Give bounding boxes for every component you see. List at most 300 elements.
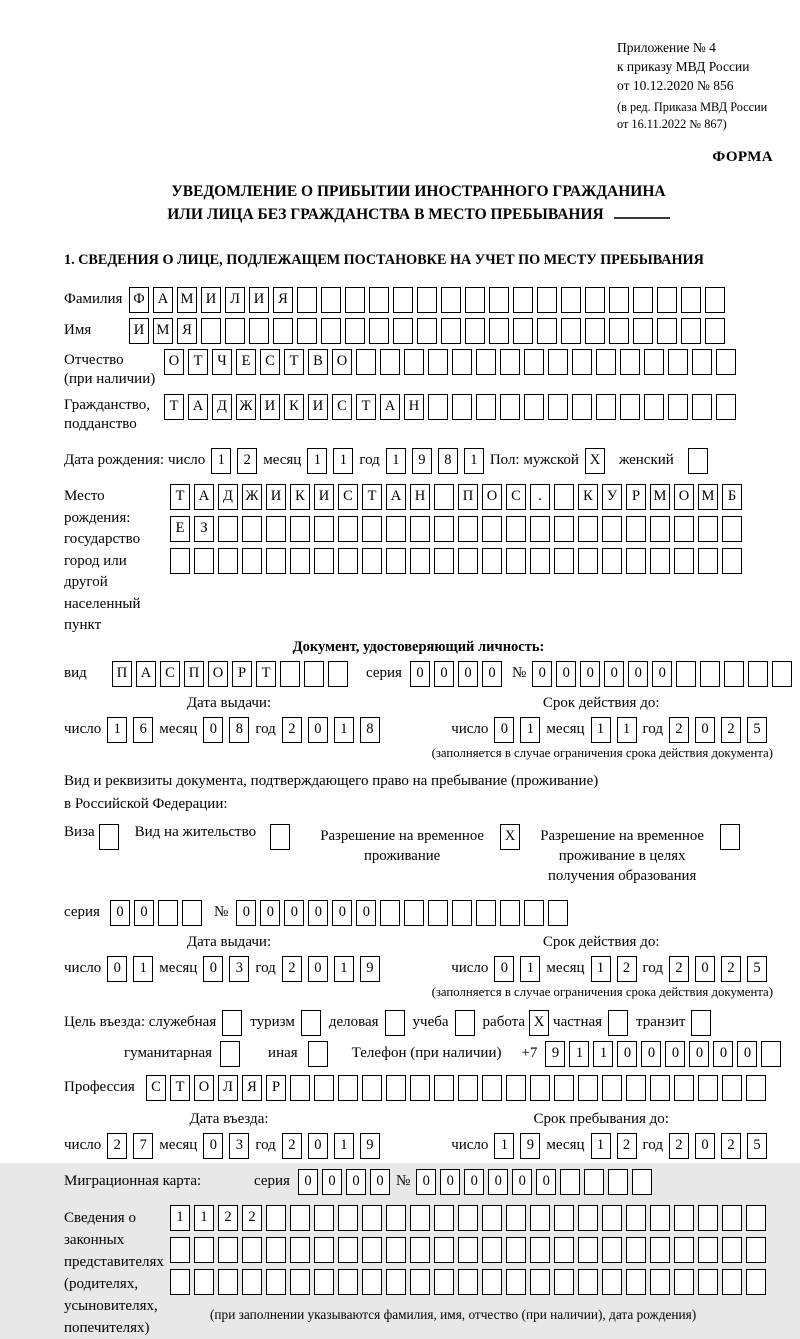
cell[interactable] [369, 318, 389, 344]
cell[interactable] [476, 349, 496, 375]
cell[interactable] [314, 1269, 334, 1295]
cell[interactable] [746, 1075, 766, 1101]
cell[interactable]: Ф [129, 287, 149, 313]
cell[interactable] [626, 548, 646, 574]
cell[interactable] [548, 394, 568, 420]
cell[interactable] [602, 1269, 622, 1295]
cell[interactable]: Я [242, 1075, 262, 1101]
cell[interactable]: 0 [298, 1169, 318, 1195]
cell[interactable]: 0 [665, 1041, 685, 1067]
cell[interactable] [578, 1237, 598, 1263]
cell[interactable] [410, 1269, 430, 1295]
cell[interactable] [428, 900, 448, 926]
cell[interactable] [266, 1269, 286, 1295]
purpose-humanitarian-checkbox[interactable] [220, 1041, 240, 1067]
cell[interactable] [674, 516, 694, 542]
cell[interactable] [434, 548, 454, 574]
cell[interactable] [716, 394, 736, 420]
cell[interactable] [602, 1075, 622, 1101]
cell[interactable]: Ж [236, 394, 256, 420]
cell[interactable] [692, 349, 712, 375]
cell[interactable] [561, 318, 581, 344]
cell[interactable]: 6 [133, 717, 153, 743]
cell[interactable] [506, 1269, 526, 1295]
cell[interactable]: 1 [133, 956, 153, 982]
cell[interactable] [632, 1169, 652, 1195]
cell[interactable] [674, 1237, 694, 1263]
cell[interactable] [314, 1205, 334, 1231]
cell[interactable]: 0 [604, 661, 624, 687]
rvp-checkbox[interactable] [500, 824, 520, 850]
cell[interactable] [266, 1237, 286, 1263]
cell[interactable] [620, 394, 640, 420]
cell[interactable] [698, 1075, 718, 1101]
cell[interactable]: Е [236, 349, 256, 375]
cell[interactable] [290, 516, 310, 542]
cell[interactable]: 5 [747, 717, 767, 743]
cell[interactable]: С [146, 1075, 166, 1101]
cell[interactable] [681, 318, 701, 344]
cell[interactable] [633, 287, 653, 313]
cell[interactable]: М [153, 318, 173, 344]
cell[interactable] [500, 394, 520, 420]
cell[interactable] [584, 1169, 604, 1195]
cell[interactable]: Н [404, 394, 424, 420]
cell[interactable]: 2 [282, 717, 302, 743]
cell[interactable] [434, 516, 454, 542]
cell[interactable] [602, 548, 622, 574]
cell[interactable] [476, 394, 496, 420]
cell[interactable]: 2 [107, 1133, 127, 1159]
cell[interactable] [506, 1237, 526, 1263]
cell[interactable]: 0 [494, 717, 514, 743]
cell[interactable]: 1 [617, 717, 637, 743]
cell[interactable] [722, 1205, 742, 1231]
cell[interactable] [633, 318, 653, 344]
cell[interactable]: 1 [170, 1205, 190, 1231]
cell[interactable] [280, 661, 300, 687]
cell[interactable] [242, 548, 262, 574]
cell[interactable] [218, 548, 238, 574]
purpose-private-checkbox[interactable] [608, 1010, 628, 1036]
cell[interactable]: Т [256, 661, 276, 687]
cell[interactable]: 0 [695, 956, 715, 982]
cell[interactable]: А [188, 394, 208, 420]
cell[interactable] [482, 1205, 502, 1231]
cell[interactable] [393, 287, 413, 313]
cell[interactable]: 2 [282, 956, 302, 982]
cell[interactable] [578, 516, 598, 542]
cell[interactable]: Т [188, 349, 208, 375]
cell[interactable]: П [112, 661, 132, 687]
cell[interactable]: 1 [307, 448, 327, 474]
cell[interactable] [746, 1237, 766, 1263]
cell[interactable]: 0 [464, 1169, 484, 1195]
cell[interactable] [434, 1075, 454, 1101]
cell[interactable]: 0 [346, 1169, 366, 1195]
cell[interactable]: О [164, 349, 184, 375]
cell[interactable] [452, 900, 472, 926]
cell[interactable] [338, 1205, 358, 1231]
cell[interactable]: 2 [282, 1133, 302, 1159]
cell[interactable]: 3 [229, 956, 249, 982]
cell[interactable] [489, 318, 509, 344]
cell[interactable] [644, 394, 664, 420]
cell[interactable] [530, 1075, 550, 1101]
cell[interactable] [314, 516, 334, 542]
cell[interactable] [428, 349, 448, 375]
cell[interactable]: Т [164, 394, 184, 420]
cell[interactable] [506, 1075, 526, 1101]
cell[interactable] [356, 349, 376, 375]
cell[interactable]: 0 [536, 1169, 556, 1195]
cell[interactable] [290, 1269, 310, 1295]
cell[interactable] [596, 394, 616, 420]
cell[interactable] [530, 1269, 550, 1295]
cell[interactable] [674, 548, 694, 574]
cell[interactable] [722, 548, 742, 574]
cell[interactable] [572, 349, 592, 375]
cell[interactable]: 1 [386, 448, 406, 474]
cell[interactable]: 0 [695, 717, 715, 743]
cell[interactable] [761, 1041, 781, 1067]
cell[interactable] [554, 1269, 574, 1295]
cell[interactable] [537, 287, 557, 313]
cell[interactable] [698, 516, 718, 542]
cell[interactable] [386, 1075, 406, 1101]
cell[interactable]: 0 [260, 900, 280, 926]
cell[interactable]: 8 [360, 717, 380, 743]
cell[interactable] [554, 1075, 574, 1101]
cell[interactable]: А [136, 661, 156, 687]
cell[interactable] [482, 516, 502, 542]
cell[interactable] [249, 318, 269, 344]
cell[interactable] [321, 318, 341, 344]
cell[interactable]: С [260, 349, 280, 375]
cell[interactable]: 0 [482, 661, 502, 687]
cell[interactable] [338, 548, 358, 574]
cell[interactable] [530, 548, 550, 574]
cell[interactable] [362, 1205, 382, 1231]
cell[interactable]: 0 [512, 1169, 532, 1195]
cell[interactable]: 0 [434, 661, 454, 687]
cell[interactable] [345, 318, 365, 344]
cell[interactable] [626, 516, 646, 542]
purpose-work-checkbox[interactable] [529, 1010, 549, 1036]
cell[interactable] [698, 1205, 718, 1231]
cell[interactable]: 5 [747, 956, 767, 982]
cell[interactable]: В [308, 349, 328, 375]
cell[interactable] [746, 1269, 766, 1295]
cell[interactable] [524, 394, 544, 420]
cell[interactable] [578, 1269, 598, 1295]
cell[interactable] [609, 318, 629, 344]
cell[interactable] [602, 516, 622, 542]
cell[interactable] [530, 1205, 550, 1231]
cell[interactable] [386, 1205, 406, 1231]
cell[interactable] [458, 548, 478, 574]
cell[interactable] [720, 824, 740, 850]
cell[interactable] [554, 1205, 574, 1231]
cell[interactable] [698, 1237, 718, 1263]
cell[interactable] [722, 1237, 742, 1263]
cell[interactable]: 0 [410, 661, 430, 687]
cell[interactable] [585, 287, 605, 313]
cell[interactable] [290, 548, 310, 574]
cell[interactable] [506, 548, 526, 574]
cell[interactable] [386, 1269, 406, 1295]
cell[interactable] [482, 548, 502, 574]
cell[interactable]: А [194, 484, 214, 510]
cell[interactable] [314, 1237, 334, 1263]
cell[interactable]: 2 [669, 1133, 689, 1159]
cell[interactable] [596, 349, 616, 375]
cell[interactable]: 0 [236, 900, 256, 926]
cell[interactable]: 0 [617, 1041, 637, 1067]
cell[interactable] [290, 1075, 310, 1101]
cell[interactable] [746, 1205, 766, 1231]
cell[interactable] [650, 1075, 670, 1101]
purpose-study-checkbox[interactable] [455, 1010, 475, 1036]
cell[interactable] [722, 516, 742, 542]
cell[interactable]: 0 [110, 900, 130, 926]
cell[interactable]: Т [170, 484, 190, 510]
cell[interactable] [220, 1041, 240, 1067]
cell[interactable] [700, 661, 720, 687]
cell[interactable] [410, 1237, 430, 1263]
cell[interactable]: О [674, 484, 694, 510]
cell[interactable] [476, 900, 496, 926]
cell[interactable] [626, 1237, 646, 1263]
cell[interactable]: Т [284, 349, 304, 375]
cell[interactable] [458, 1205, 478, 1231]
sex-male-checkbox[interactable] [585, 448, 605, 474]
cell[interactable]: 1 [591, 956, 611, 982]
cell[interactable]: И [260, 394, 280, 420]
cell[interactable]: 0 [308, 956, 328, 982]
cell[interactable]: 0 [203, 717, 223, 743]
cell[interactable] [513, 318, 533, 344]
cell[interactable] [482, 1237, 502, 1263]
cell[interactable] [465, 287, 485, 313]
cell[interactable] [698, 548, 718, 574]
cell[interactable] [602, 1205, 622, 1231]
cell[interactable]: 2 [721, 1133, 741, 1159]
cell[interactable] [572, 394, 592, 420]
visa-checkbox[interactable] [99, 824, 119, 850]
cell[interactable]: Т [362, 484, 382, 510]
cell[interactable]: М [698, 484, 718, 510]
cell[interactable] [626, 1269, 646, 1295]
cell[interactable]: С [338, 484, 358, 510]
cell[interactable]: У [602, 484, 622, 510]
cell[interactable]: 2 [669, 717, 689, 743]
cell[interactable] [194, 1237, 214, 1263]
cell[interactable]: 0 [134, 900, 154, 926]
cell[interactable] [698, 1269, 718, 1295]
cell[interactable]: 0 [308, 1133, 328, 1159]
cell[interactable]: X [500, 824, 520, 850]
cell[interactable] [772, 661, 792, 687]
cell[interactable]: 8 [438, 448, 458, 474]
cell[interactable] [297, 287, 317, 313]
cell[interactable] [524, 349, 544, 375]
cell[interactable] [345, 287, 365, 313]
cell[interactable] [455, 1010, 475, 1036]
cell[interactable] [626, 1205, 646, 1231]
cell[interactable]: 2 [721, 717, 741, 743]
cell[interactable] [182, 900, 202, 926]
cell[interactable] [362, 516, 382, 542]
cell[interactable] [657, 287, 677, 313]
cell[interactable]: 1 [520, 717, 540, 743]
purpose-business-checkbox[interactable] [385, 1010, 405, 1036]
cell[interactable] [222, 1010, 242, 1036]
cell[interactable] [380, 349, 400, 375]
cell[interactable]: 0 [488, 1169, 508, 1195]
purpose-tourism-checkbox[interactable] [301, 1010, 321, 1036]
cell[interactable]: X [585, 448, 605, 474]
cell[interactable]: 0 [356, 900, 376, 926]
cell[interactable]: М [177, 287, 197, 313]
cell[interactable] [386, 516, 406, 542]
cell[interactable] [650, 548, 670, 574]
cell[interactable] [170, 1237, 190, 1263]
cell[interactable]: О [208, 661, 228, 687]
cell[interactable]: 9 [360, 956, 380, 982]
cell[interactable] [362, 1269, 382, 1295]
cell[interactable] [410, 1075, 430, 1101]
cell[interactable] [724, 661, 744, 687]
cell[interactable]: А [380, 394, 400, 420]
cell[interactable]: 5 [747, 1133, 767, 1159]
cell[interactable] [482, 1075, 502, 1101]
cell[interactable] [716, 349, 736, 375]
cell[interactable]: 2 [669, 956, 689, 982]
cell[interactable] [386, 548, 406, 574]
cell[interactable] [748, 661, 768, 687]
cell[interactable] [578, 1075, 598, 1101]
cell[interactable] [668, 394, 688, 420]
cell[interactable]: 1 [494, 1133, 514, 1159]
cell[interactable] [434, 1205, 454, 1231]
cell[interactable] [657, 318, 677, 344]
cell[interactable]: 1 [333, 448, 353, 474]
cell[interactable]: 1 [593, 1041, 613, 1067]
cell[interactable] [270, 824, 290, 850]
cell[interactable]: И [249, 287, 269, 313]
cell[interactable] [500, 900, 520, 926]
cell[interactable] [338, 1075, 358, 1101]
cell[interactable] [314, 1075, 334, 1101]
cell[interactable] [338, 1269, 358, 1295]
cell[interactable]: 0 [308, 900, 328, 926]
cell[interactable] [362, 1075, 382, 1101]
cell[interactable]: 0 [689, 1041, 709, 1067]
cell[interactable]: 2 [237, 448, 257, 474]
cell[interactable] [458, 516, 478, 542]
cell[interactable] [482, 1269, 502, 1295]
cell[interactable] [626, 1075, 646, 1101]
cell[interactable]: 0 [458, 661, 478, 687]
cell[interactable]: 8 [229, 717, 249, 743]
cell[interactable]: 9 [412, 448, 432, 474]
cell[interactable] [386, 1237, 406, 1263]
cell[interactable] [385, 1010, 405, 1036]
cell[interactable]: 0 [440, 1169, 460, 1195]
cell[interactable]: 0 [332, 900, 352, 926]
cell[interactable]: К [284, 394, 304, 420]
cell[interactable] [674, 1205, 694, 1231]
cell[interactable] [290, 1205, 310, 1231]
cell[interactable] [338, 1237, 358, 1263]
cell[interactable]: Ч [212, 349, 232, 375]
cell[interactable] [290, 1237, 310, 1263]
cell[interactable]: М [650, 484, 670, 510]
cell[interactable]: А [153, 287, 173, 313]
cell[interactable] [650, 1205, 670, 1231]
cell[interactable]: Т [170, 1075, 190, 1101]
cell[interactable] [705, 287, 725, 313]
cell[interactable] [676, 661, 696, 687]
cell[interactable] [609, 287, 629, 313]
cell[interactable] [194, 1269, 214, 1295]
cell[interactable] [691, 1010, 711, 1036]
cell[interactable]: 1 [591, 1133, 611, 1159]
cell[interactable]: О [194, 1075, 214, 1101]
cell[interactable] [530, 1237, 550, 1263]
cell[interactable] [158, 900, 178, 926]
cell[interactable] [537, 318, 557, 344]
purpose-transit-checkbox[interactable] [691, 1010, 711, 1036]
cell[interactable] [410, 1205, 430, 1231]
cell[interactable]: К [290, 484, 310, 510]
cell[interactable] [650, 1237, 670, 1263]
cell[interactable] [578, 548, 598, 574]
cell[interactable]: 0 [628, 661, 648, 687]
cell[interactable]: Д [218, 484, 238, 510]
cell[interactable] [554, 516, 574, 542]
residence-permit-checkbox[interactable] [270, 824, 290, 850]
cell[interactable]: Ж [242, 484, 262, 510]
cell[interactable]: Я [177, 318, 197, 344]
cell[interactable]: Т [356, 394, 376, 420]
cell[interactable]: 0 [556, 661, 576, 687]
cell[interactable] [458, 1269, 478, 1295]
cell[interactable]: 2 [617, 1133, 637, 1159]
cell[interactable] [554, 548, 574, 574]
cell[interactable]: 0 [416, 1169, 436, 1195]
cell[interactable] [465, 318, 485, 344]
cell[interactable]: Я [273, 287, 293, 313]
cell[interactable] [560, 1169, 580, 1195]
cell[interactable]: К [578, 484, 598, 510]
cell[interactable]: Р [232, 661, 252, 687]
cell[interactable]: 9 [545, 1041, 565, 1067]
cell[interactable] [434, 1269, 454, 1295]
cell[interactable]: И [201, 287, 221, 313]
cell[interactable]: И [314, 484, 334, 510]
cell[interactable]: С [506, 484, 526, 510]
cell[interactable]: 0 [203, 1133, 223, 1159]
cell[interactable] [506, 1205, 526, 1231]
cell[interactable]: X [529, 1010, 549, 1036]
cell[interactable] [410, 548, 430, 574]
cell[interactable] [410, 516, 430, 542]
cell[interactable] [369, 287, 389, 313]
cell[interactable] [304, 661, 324, 687]
cell[interactable]: 7 [133, 1133, 153, 1159]
